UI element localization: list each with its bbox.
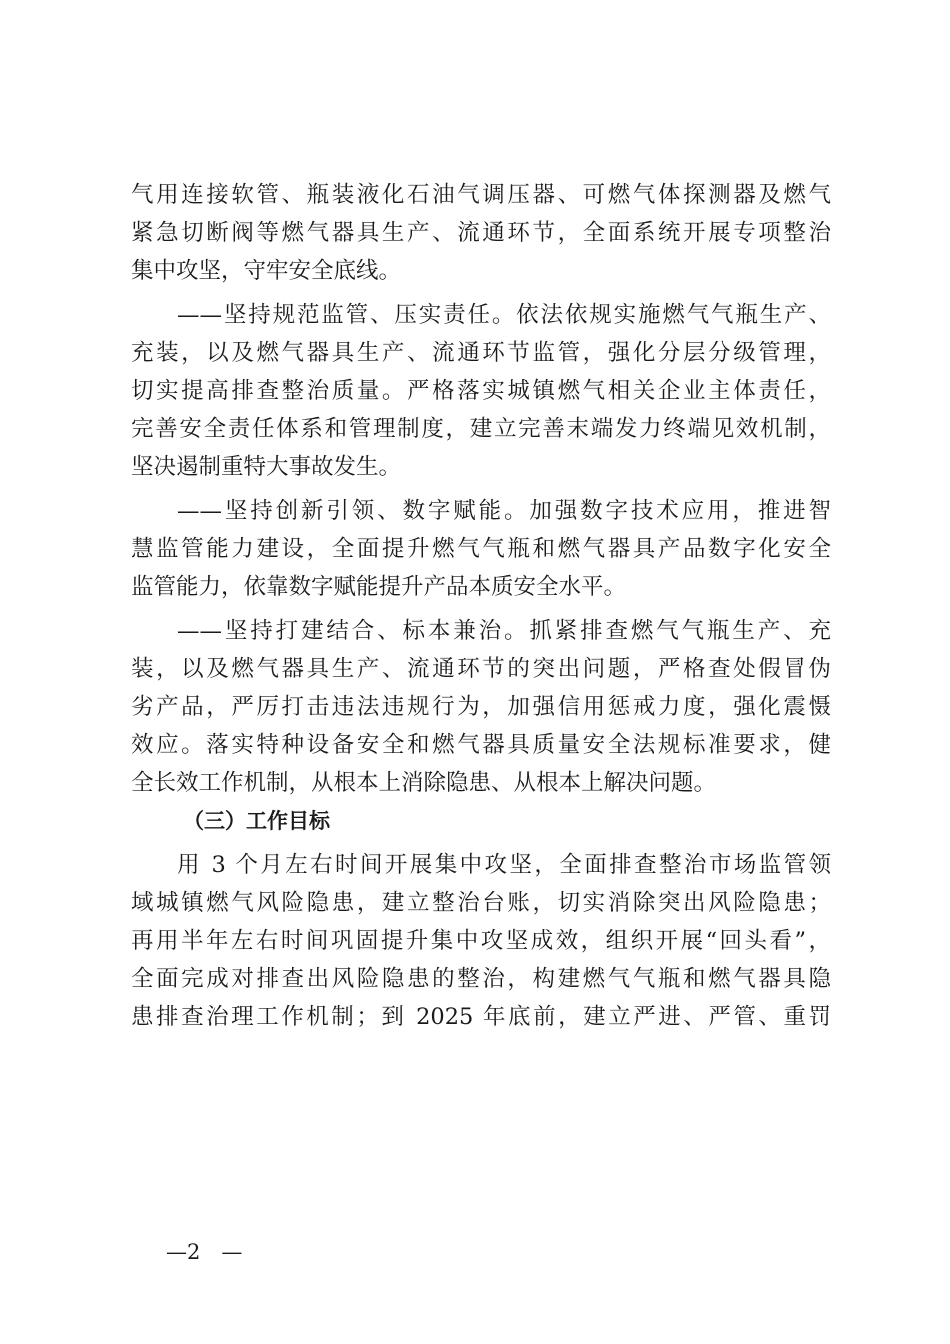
text-line: 效应。落实特种设备安全和燃气器具质量安全法规标准要求，健 (131, 732, 831, 758)
text-line: 劣产品，严厉打击违法违规行为，加强信用惩戒力度，强化震慑 (131, 694, 831, 720)
text-line: 气用连接软管、瓶装液化石油气调压器、可燃气体探测器及燃气 (131, 182, 831, 208)
text-line: 装，以及燃气器具生产、流通环节的突出问题，严格查处假冒伪 (131, 656, 831, 682)
text-line: 充装，以及燃气器具生产、流通环节监管，强化分层分级管理， (131, 340, 831, 366)
text-line: 慧监管能力建设，全面提升燃气气瓶和燃气器具产品数字化安全 (131, 536, 831, 562)
page-number: —2 — (166, 1240, 243, 1264)
text-line: 完善安全责任体系和管理制度，建立完善末端发力终端见效机制， (131, 416, 831, 442)
text-line: 集中攻坚，守牢安全底线。 (131, 258, 402, 284)
text-line: ——坚持创新引领、数字赋能。加强数字技术应用，推进智 (177, 498, 831, 524)
text-line: 切实提高排查整治质量。严格落实城镇燃气相关企业主体责任， (131, 378, 831, 404)
paragraph-continuation (131, 176, 831, 290)
text-line: ——坚持打建结合、标本兼治。抓紧排查燃气气瓶生产、充 (177, 618, 831, 644)
text-line: 患排查治理工作机制；到 2025 年底前，建立严进、严管、重罚 (131, 1004, 831, 1030)
text-line: 紧急切断阀等燃气器具生产、流通环节，全面系统开展专项整治 (131, 220, 831, 246)
text-line: 监管能力，依靠数字赋能提升产品本质安全水平。 (131, 574, 627, 600)
text-line: 坚决遏制重特大事故发生。 (131, 454, 402, 480)
document-body (131, 176, 831, 1036)
text-line: 再用半年左右时间巩固提升集中攻坚成效，组织开展“回头看”， (131, 928, 831, 954)
paragraph-principle-regulate (131, 296, 831, 486)
text-line: ——坚持规范监管、压实责任。依法依规实施燃气气瓶生产、 (177, 302, 831, 328)
paragraph-principle-combine (131, 612, 831, 802)
text-line: 全面完成对排查出风险隐患的整治，构建燃气气瓶和燃气器具隐 (131, 966, 831, 992)
section-heading: （三）工作目标 (183, 809, 330, 833)
paragraph-principle-digital (131, 492, 831, 606)
text-line: 全长效工作机制，从根本上消除隐患、从根本上解决问题。 (131, 770, 717, 796)
text-line: 域城镇燃气风险隐患，建立整治台账，切实消除突出风险隐患； (131, 890, 831, 916)
text-line: 用 3 个月左右时间开展集中攻坚，全面排查整治市场监管领 (177, 852, 831, 878)
paragraph-goals (131, 846, 831, 1036)
